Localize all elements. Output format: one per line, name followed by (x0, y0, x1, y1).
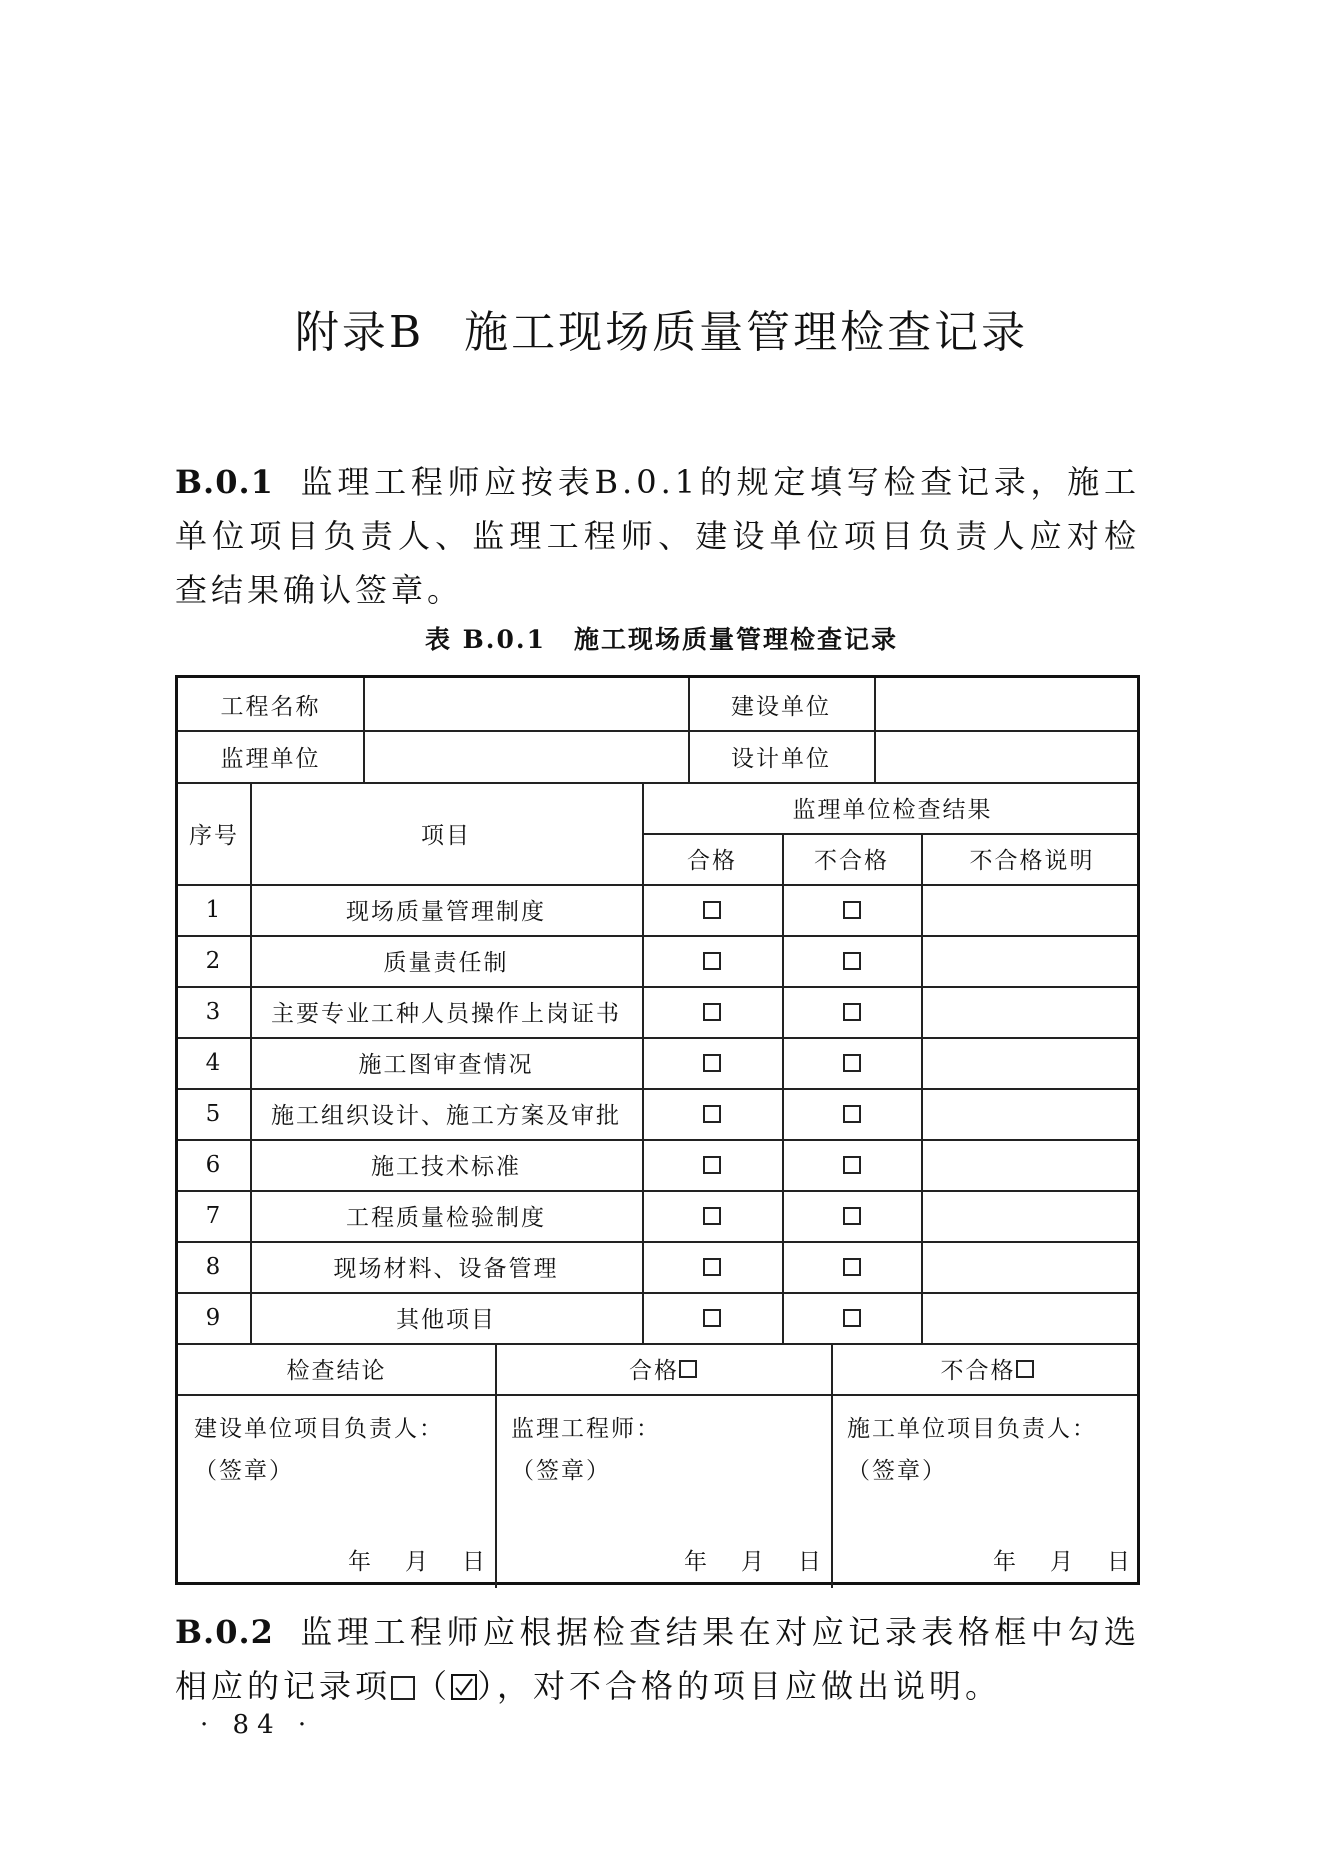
row-fail-cell (782, 1190, 921, 1241)
signature-owner (194, 1408, 444, 1492)
appendix-label: 附录B (294, 307, 425, 358)
row-number: 6 (205, 1151, 223, 1178)
row-note-cell (921, 1037, 1143, 1088)
pass-checkbox[interactable] (703, 1003, 721, 1021)
row-pass-cell (642, 1139, 782, 1190)
row-number: 7 (205, 1202, 223, 1229)
clause-b02-label: B.0.2 (175, 1613, 274, 1651)
row-item: 工程质量检验制度 (346, 1205, 546, 1231)
conclusion-fail (831, 1343, 1143, 1394)
signature-contractor (847, 1408, 1097, 1492)
signature-owner-role: 建设单位项目负责人： (194, 1416, 444, 1442)
signature-supervisor-seal: （签章） (511, 1458, 611, 1484)
table-caption (0, 620, 1323, 656)
signature-contractor-seal: （签章） (847, 1458, 947, 1484)
signature-contractor-role: 施工单位项目负责人： (847, 1416, 1097, 1442)
conclusion-pass-checkbox[interactable] (679, 1360, 697, 1378)
clause-b02 (175, 1605, 1140, 1713)
pass-checkbox[interactable] (703, 1207, 721, 1225)
pass-checkbox[interactable] (703, 901, 721, 919)
pass-checkbox[interactable] (703, 1156, 721, 1174)
clause-b02-text-before: 监理工程师应根据检查结果在对应记录表格框中勾选相应的记录项 (175, 1613, 1140, 1705)
table-caption-title: 施工现场质量管理检查记录 (574, 625, 899, 654)
pass-checkbox[interactable] (703, 1054, 721, 1072)
signature-supervisor-role: 监理工程师： (511, 1416, 661, 1442)
row-fail-cell (782, 935, 921, 986)
row-note-cell (921, 986, 1143, 1037)
row-number: 1 (205, 896, 223, 923)
item-header: 项目 (421, 822, 471, 849)
row-fail-cell (782, 986, 921, 1037)
clause-b01 (175, 455, 1140, 617)
clause-b02-text-after: ），对不合格的项目应做出说明。 (477, 1667, 1002, 1705)
clause-b01-text: 监理工程师应按表B.0.1的规定填写检查记录，施工单位项目负责人、监理工程师、建设单位项目负责人应对检查结果确认签章。 (175, 463, 1140, 609)
pass-checkbox[interactable] (703, 1258, 721, 1276)
date-owner: 年 月 日 (348, 1549, 485, 1575)
row-item: 现场质量管理制度 (346, 899, 546, 925)
row-note-cell (921, 1241, 1143, 1292)
fail-checkbox[interactable] (843, 952, 861, 970)
owner-label: 建设单位 (731, 693, 831, 720)
result-header: 监理单位检查结果 (792, 797, 993, 823)
fail-checkbox[interactable] (843, 1258, 861, 1276)
row-fail-cell (782, 1088, 921, 1139)
seq-header: 序号 (189, 822, 239, 849)
signature-owner-seal: （签章） (194, 1458, 294, 1484)
fail-checkbox[interactable] (843, 1054, 861, 1072)
row-number: 4 (205, 1049, 223, 1076)
project-name-label: 工程名称 (220, 693, 321, 720)
pass-checkbox[interactable] (703, 1105, 721, 1123)
row-pass-cell (642, 1190, 782, 1241)
fail-checkbox[interactable] (843, 1309, 861, 1327)
table-caption-number: 表 B.0.1 (424, 625, 547, 654)
row-note-cell (921, 1292, 1143, 1343)
inspection-record-table (175, 675, 1140, 1585)
row-number: 8 (205, 1253, 223, 1280)
designer-label: 设计单位 (731, 745, 831, 772)
row-item: 施工组织设计、施工方案及审批 (271, 1103, 621, 1129)
row-note-cell (921, 884, 1143, 935)
row-pass-cell (642, 1241, 782, 1292)
row-note-cell (921, 1139, 1143, 1190)
row-note-cell (921, 1088, 1143, 1139)
row-fail-cell (782, 1292, 921, 1343)
pass-header: 合格 (687, 848, 737, 874)
date-contractor: 年 月 日 (993, 1549, 1130, 1575)
row-item: 质量责任制 (383, 950, 509, 976)
row-item: 施工图审查情况 (358, 1052, 534, 1078)
row-note-cell (921, 935, 1143, 986)
appendix-title-text: 施工现场质量管理检查记录 (464, 307, 1029, 358)
row-pass-cell (642, 884, 782, 935)
conclusion-pass-label: 合格 (629, 1358, 679, 1384)
row-number: 9 (205, 1304, 223, 1331)
supervisor-label: 监理单位 (220, 745, 321, 772)
fail-checkbox[interactable] (843, 901, 861, 919)
fail-header: 不合格 (814, 848, 889, 874)
row-fail-cell (782, 1241, 921, 1292)
row-fail-cell (782, 1139, 921, 1190)
row-number: 3 (205, 998, 223, 1025)
clause-b01-label: B.0.1 (175, 463, 274, 501)
row-pass-cell (642, 1088, 782, 1139)
row-item: 现场材料、设备管理 (333, 1256, 559, 1282)
signature-supervisor (511, 1408, 661, 1492)
row-number: 2 (205, 947, 223, 974)
fail-checkbox[interactable] (843, 1105, 861, 1123)
row-fail-cell (782, 884, 921, 935)
project-name-value (363, 678, 688, 730)
fail-checkbox[interactable] (843, 1003, 861, 1021)
appendix-title (0, 296, 1323, 360)
row-pass-cell (642, 935, 782, 986)
conclusion-label: 检查结论 (286, 1358, 387, 1384)
fail-checkbox[interactable] (843, 1156, 861, 1174)
conclusion-fail-checkbox[interactable] (1016, 1360, 1034, 1378)
row-pass-cell (642, 986, 782, 1037)
row-item: 主要专业工种人员操作上岗证书 (271, 1001, 621, 1027)
row-item: 施工技术标准 (371, 1154, 521, 1180)
empty-box-symbol (391, 1676, 415, 1700)
checked-box-icon (451, 1674, 477, 1700)
clause-b02-text-mid: （ (415, 1667, 452, 1705)
row-pass-cell (642, 1037, 782, 1088)
pass-checkbox[interactable] (703, 1309, 721, 1327)
row-pass-cell (642, 1292, 782, 1343)
conclusion-fail-label: 不合格 (940, 1358, 1016, 1384)
date-supervisor: 年 月 日 (684, 1549, 821, 1575)
row-item: 其他项目 (396, 1307, 496, 1333)
conclusion-pass (495, 1343, 831, 1394)
pass-checkbox[interactable] (703, 952, 721, 970)
note-header: 不合格说明 (969, 848, 1095, 874)
fail-checkbox[interactable] (843, 1207, 861, 1225)
row-note-cell (921, 1190, 1143, 1241)
page-number: · 84 · (200, 1710, 315, 1740)
row-fail-cell (782, 1037, 921, 1088)
row-number: 5 (205, 1100, 223, 1127)
